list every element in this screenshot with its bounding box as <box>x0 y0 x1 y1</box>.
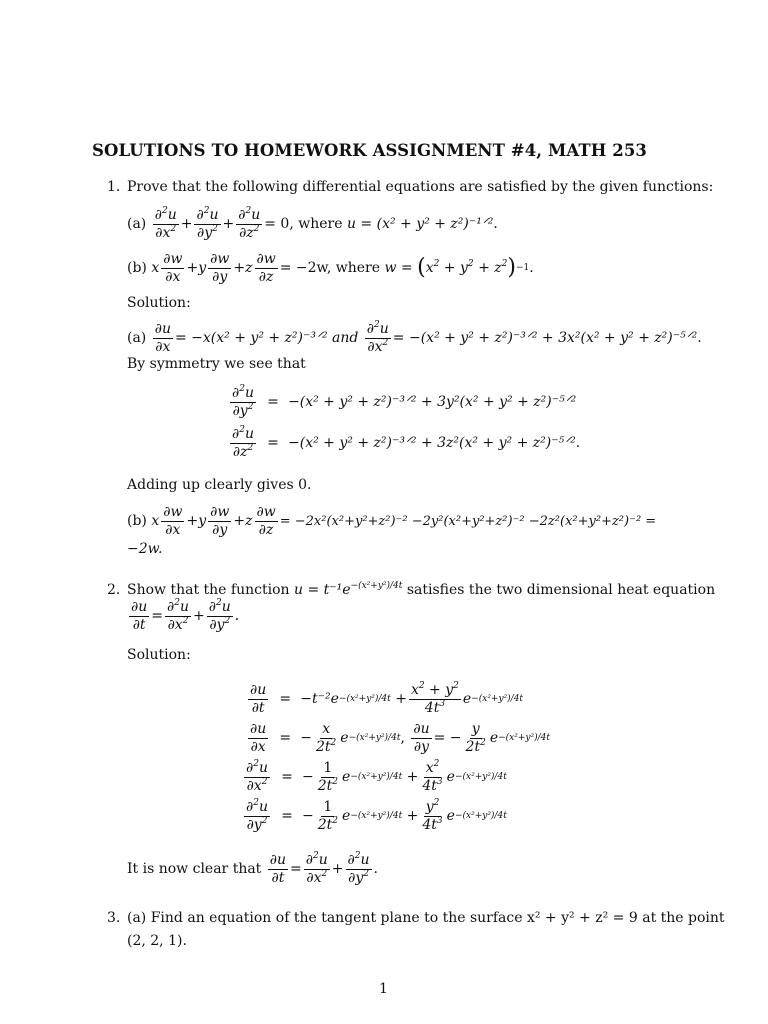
solution-2-du-dx-dy: $\frac{\partial u}{\partial x}$ = − $\frac{x}{2t^2}$ e −(x²+y²)/4t , $\frac{\partial u}{\partial y}$ = − $\frac{y}{2t^2}$ e −(x²+y²)/4t <box>250 721 550 755</box>
problem-2-prompt <box>127 583 715 597</box>
solution-1b-expression: = −2x²(x²+y²+z²)⁻² −2y²(x²+y²+z²)⁻² −2z²(x²+y²+z²)⁻² = <box>279 513 657 529</box>
symmetry-z-equation: $\frac{\partial^2u}{\partial z^2}$ = −(x² + y² + z²)⁻³ᐟ² + 3z²(x² + y² + z²)⁻⁵ᐟ². <box>232 425 581 460</box>
fraction-d2u-dy2: $\frac{\partial^2u}{\partial y^2}$ <box>196 206 219 241</box>
solution-1a-line <box>127 322 702 354</box>
fraction-d2u-dz2: $\frac{\partial^2u}{\partial z^2}$ <box>238 206 261 241</box>
solution-2-conclusion: It is now clear that $\frac{\partial u}{\partial t}$ = $\frac{\partial^2u}{\partial x^2}$ + $\frac{\partial^2u}{\partial y^2}$ . <box>127 851 378 886</box>
fraction-d2u-dx2-solution: $\frac{\partial^2u}{\partial x^2}$ <box>366 320 389 355</box>
where-text: = 0, where <box>264 216 343 233</box>
solution-2-label: Solution: <box>127 647 191 663</box>
solution-1b-line: (b) x $\frac{\partial w}{\partial x}$ + y $\frac{\partial w}{\partial y}$ + z $\frac{\partial w}{\partial z}$ = −2x²(x²+y²+z²)⁻² −2y²(x²+y²+z²)⁻² −2z²(x²+y²+z²)⁻² = <box>127 504 657 538</box>
fraction-dw-dx: $\frac{\partial w}{\partial x}$ <box>163 251 183 285</box>
fraction-du-dx: $\frac{\partial u}{\partial x}$ <box>154 321 171 355</box>
problem-1-prompt: Prove that the following differential equations are satisfied by the given functions: <box>127 179 714 195</box>
label-b: (b) <box>127 260 147 277</box>
fraction-dw-dy-sol: $\frac{\partial w}{\partial y}$ <box>210 504 230 538</box>
problem-1a-equation: (a) $\frac{\partial^2u}{\partial x^2}$ + $\frac{\partial^2u}{\partial y^2}$ + $\frac{\partial^2u}{\partial z^2}$ = 0, where u = (x² + y² + z²)⁻¹ᐟ² . <box>127 206 498 241</box>
solution-1-label: Solution: <box>127 295 191 311</box>
du-dx-expression: = −x(x² + y² + z²)⁻³ᐟ² and <box>175 330 359 347</box>
solution-label-a: (a) <box>127 330 147 347</box>
problem-1-number: 1. <box>107 179 121 195</box>
d2u-dy2-expression: −(x² + y² + z²)⁻³ᐟ² + 3y²(x² + y² + z²)⁻⁵ᐟ² <box>288 394 577 411</box>
d2u-dz2-expression: −(x² + y² + z²)⁻³ᐟ² + 3z²(x² + y² + z²)⁻⁵ᐟ². <box>288 435 581 452</box>
fraction-d2u-dy2-sym: $\frac{\partial^2u}{\partial y^2}$ <box>232 384 255 419</box>
fraction-dw-dz-sol: $\frac{\partial w}{\partial z}$ <box>256 504 276 538</box>
fraction-dw-dz: $\frac{\partial w}{\partial z}$ <box>256 251 276 285</box>
problem-3-number: 3. <box>107 910 121 926</box>
solution-label-b: (b) <box>127 513 147 530</box>
problem-3-line-2: (2, 2, 1). <box>127 933 187 949</box>
problem-1b-equation: (b) x $\frac{\partial w}{\partial x}$ + y $\frac{\partial w}{\partial y}$ + z $\frac{\partial w}{\partial z}$ = −2w, where w = ( $x^2 + y^2 + z^2$ ) −1 . <box>127 251 534 285</box>
symmetry-text: By symmetry we see that <box>127 356 306 372</box>
d2u-dx2-expression: = −(x² + y² + z²)⁻³ᐟ² + 3x²(x² + y² + z²)⁻⁵ᐟ². <box>392 330 702 347</box>
symmetry-y-equation: $\frac{\partial^2u}{\partial y^2}$ = −(x² + y² + z²)⁻³ᐟ² + 3y²(x² + y² + z²)⁻⁵ᐟ² <box>232 384 577 419</box>
problem-3-line-1: (a) Find an equation of the tangent plane to the surface x² + y² + z² = 9 at the point <box>127 910 725 926</box>
problem-2-number: 2. <box>107 582 121 598</box>
problem-2-prompt-end: satisfies the two dimensional heat equation <box>406 582 716 598</box>
fraction-dw-dy: $\frac{\partial w}{\partial y}$ <box>210 251 230 285</box>
equals-minus-2w: = −2w, where <box>279 260 381 277</box>
du-dt-term1: −t⁻²e <box>300 691 339 708</box>
problem-2-exponent: −(x²+y²)/4t <box>350 581 403 591</box>
solution-2-d2u-dx2: $\frac{\partial^2u}{\partial x^2}$ = − $\frac{1}{2t^2}$ e −(x²+y²)/4t + $\frac{x^2}{4t^3}$ e −(x²+y²)/4t <box>246 759 507 794</box>
solution-2-du-dt: $\frac{\partial u}{\partial t}$ = −t⁻²e −(x²+y²)/4t + $\frac{x^2 + y^2}{4t^3}$ e −(x²+y²)/4t <box>250 681 524 716</box>
w-definition: w = <box>384 260 413 277</box>
solution-2-d2u-dy2: $\frac{\partial^2u}{\partial y^2}$ = − $\frac{1}{2t^2}$ e −(x²+y²)/4t + $\frac{y^2}{4t^3}$ e −(x²+y²)/4t <box>246 798 507 833</box>
problem-2-prompt-start: Show that the function <box>127 582 290 598</box>
fraction-d2u-dx2-heat: $\frac{\partial^2u}{\partial x^2}$ <box>167 598 190 633</box>
page-number: 1 <box>379 981 388 997</box>
heat-equation: $\frac{\partial u}{\partial t}$ = $\frac{\partial^2u}{\partial x^2}$ + $\frac{\partial^2u}{\partial y^2}$ . <box>131 598 240 633</box>
fraction-du-dt: $\frac{\partial u}{\partial t}$ <box>131 599 148 633</box>
label-a: (a) <box>127 216 147 233</box>
fraction-d2u-dy2-heat: $\frac{\partial^2u}{\partial y^2}$ <box>208 598 231 633</box>
problem-2-function: u = t⁻¹e <box>293 582 351 598</box>
document-title: SOLUTIONS TO HOMEWORK ASSIGNMENT #4, MATH 253 <box>92 141 648 160</box>
solution-1b-continuation: −2w. <box>127 541 163 557</box>
conclusion-text: It is now clear that <box>127 861 262 878</box>
fraction-d2u-dz2-sym: $\frac{\partial^2u}{\partial z^2}$ <box>232 425 255 460</box>
adding-text: Adding up clearly gives 0. <box>127 477 312 493</box>
fraction-dw-dx-sol: $\frac{\partial w}{\partial x}$ <box>163 504 183 538</box>
fraction-d2u-dx2: $\frac{\partial^2u}{\partial x^2}$ <box>154 206 177 241</box>
u-definition: u = (x² + y² + z²)⁻¹ᐟ² <box>346 216 494 233</box>
